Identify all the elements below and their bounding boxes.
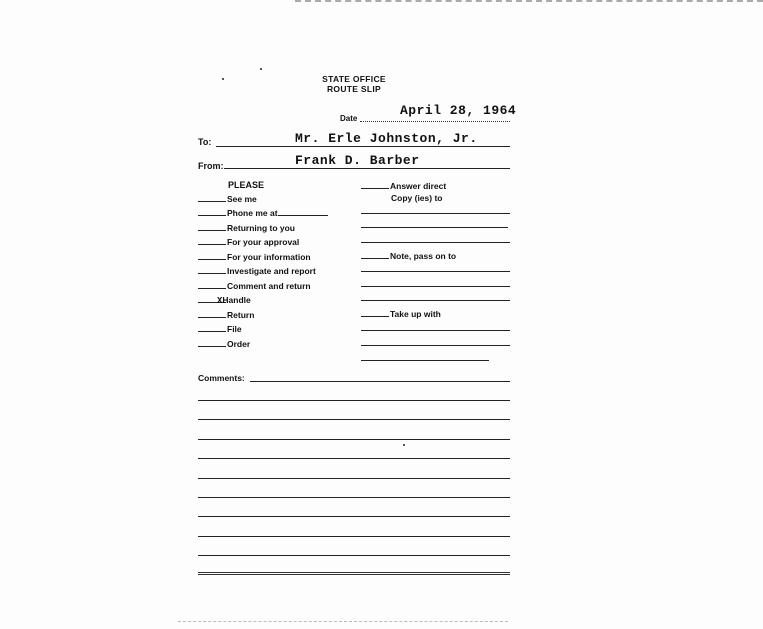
checkbox-item-take-up-with[interactable]: Take up with (361, 309, 441, 319)
copy-to-line-1[interactable] (361, 213, 510, 214)
from-line (224, 168, 510, 169)
date-line (360, 121, 510, 122)
comments-line-9[interactable] (198, 555, 510, 556)
date-label: Date (340, 114, 358, 123)
from-label: From: (198, 161, 224, 171)
comments-label: Comments: (198, 373, 245, 383)
to-line (216, 146, 510, 147)
checkbox-blank[interactable] (198, 317, 226, 318)
take-up-line-3[interactable] (361, 360, 489, 361)
comments-line-1[interactable] (198, 400, 510, 401)
comments-line-8[interactable] (198, 536, 510, 537)
form-bottom-border (198, 572, 510, 575)
comments-line-2[interactable] (198, 419, 510, 420)
checkbox-blank[interactable] (361, 316, 389, 317)
note-line-2[interactable] (361, 286, 510, 287)
checkbox-item-note-pass-on[interactable]: Note, pass on to (361, 251, 456, 261)
form-title-line1: STATE OFFICE (322, 74, 386, 84)
date-value[interactable]: April 28, 1964 (400, 103, 517, 118)
checkbox-item-comment-return[interactable]: Comment and return (198, 281, 311, 291)
comments-line-0[interactable] (250, 381, 510, 382)
checkbox-item-answer-direct[interactable]: Answer direct (361, 181, 446, 191)
please-heading: PLEASE (228, 180, 265, 190)
checkbox-item-return[interactable]: Return (198, 310, 254, 320)
checkbox-item-returning[interactable]: Returning to you (198, 223, 295, 233)
checkbox-item-information[interactable]: For your information (198, 252, 311, 262)
checkbox-item-handle[interactable]: XHandle (198, 295, 251, 306)
scan-bottom-noise (178, 621, 508, 622)
comments-line-3[interactable] (198, 439, 510, 440)
checkbox-blank[interactable] (198, 288, 226, 289)
checkbox-blank[interactable] (198, 273, 226, 274)
scan-speck (403, 444, 405, 446)
copy-to-line-2[interactable] (361, 227, 508, 228)
to-label: To: (198, 137, 212, 147)
from-value[interactable]: Frank D. Barber (295, 153, 420, 168)
checkbox-item-approval[interactable]: For your approval (198, 237, 299, 247)
note-line-3[interactable] (361, 300, 510, 301)
comments-line-7[interactable] (198, 516, 510, 517)
note-line-1[interactable] (361, 271, 510, 272)
take-up-line-1[interactable] (361, 330, 510, 331)
checkbox-item-file[interactable]: File (198, 324, 242, 334)
route-slip-form (198, 70, 517, 580)
checkbox-item-see-me[interactable]: See me (198, 194, 257, 204)
checkbox-blank[interactable] (198, 331, 226, 332)
copy-to-line-3[interactable] (361, 242, 510, 243)
checkbox-blank[interactable] (361, 258, 389, 259)
checkbox-item-order[interactable]: Order (198, 339, 250, 349)
phone-number-blank[interactable] (278, 215, 328, 216)
checkbox-blank[interactable] (198, 259, 226, 260)
form-title-line2: ROUTE SLIP (326, 84, 381, 94)
checkbox-blank[interactable] (198, 244, 226, 245)
scan-speck (222, 78, 224, 80)
checkbox-blank[interactable] (198, 201, 226, 202)
x-check-mark: X (217, 296, 223, 306)
checkbox-blank[interactable] (198, 230, 226, 231)
checkbox-blank[interactable] (198, 346, 226, 347)
comments-line-5[interactable] (198, 478, 510, 479)
copy-to-label: Copy (ies) to (391, 193, 443, 203)
to-value[interactable]: Mr. Erle Johnston, Jr. (295, 131, 478, 146)
checkbox-item-phone-me[interactable]: Phone me at (198, 208, 329, 218)
take-up-line-2[interactable] (361, 345, 510, 346)
scan-edge-dashes (295, 0, 763, 2)
checkbox-blank[interactable] (198, 215, 226, 216)
checkbox-item-investigate[interactable]: Investigate and report (198, 266, 316, 276)
comments-line-6[interactable] (198, 497, 510, 498)
checkbox-blank[interactable] (361, 188, 389, 189)
scan-speck (260, 68, 262, 70)
comments-line-4[interactable] (198, 458, 510, 459)
